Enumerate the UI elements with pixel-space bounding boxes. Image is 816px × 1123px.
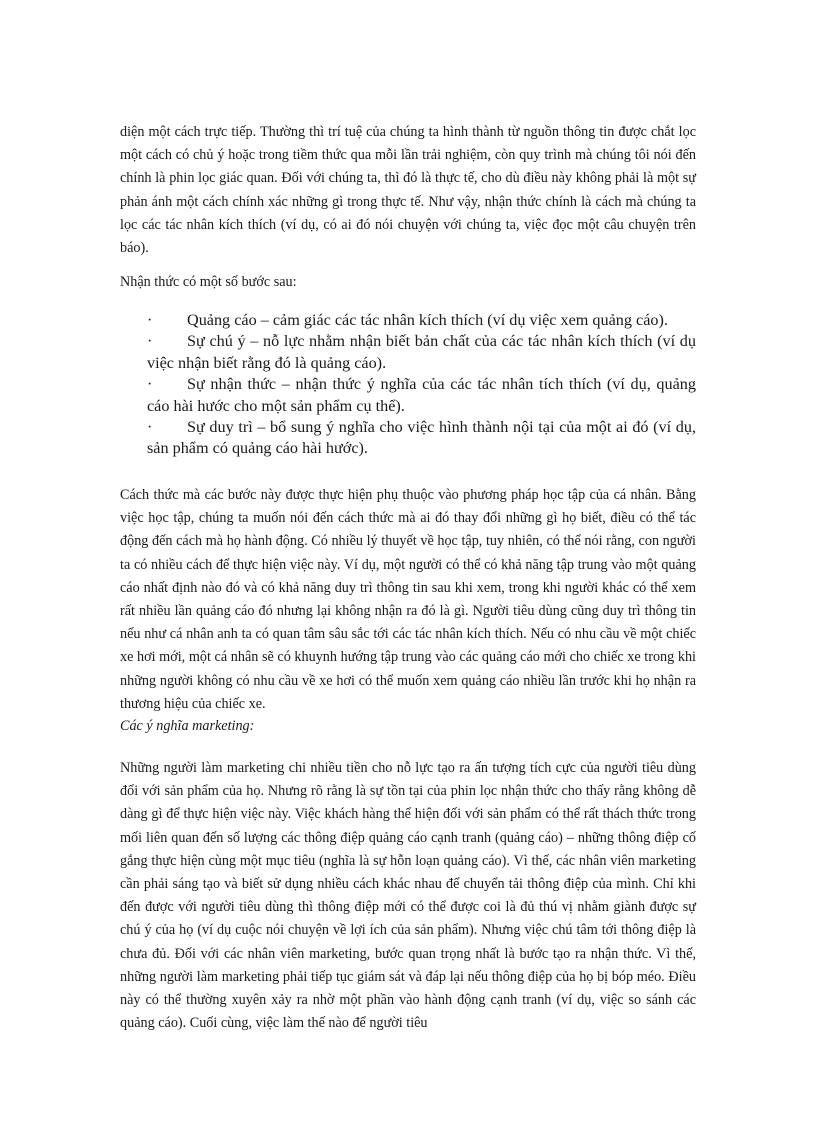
learning-paragraph: Cách thức mà các bước này được thực hiện phụ thuộc vào phương pháp học tập của cá nhân. Bằng việc học tập, chúng ta muốn nói đến cách thức mà ai đó thay đổi những gì họ biết, điều có thể tác động đến cách mà họ hành động. Có nhiều lý thuyết về học tập, tuy nhiên, có thể nói rằng, con người ta có nhiều cách để thực hiện việc này. Ví dụ, một người có thể có khả năng tập trung vào một quảng cáo nhất định nào đó và có khả năng duy trì thông tin sau khi xem, trong khi người khác có thể xem rất nhiều lần quảng cáo đó nhưng lại không nhận ra đó là gì. Người tiêu dùng cũng duy trì thông tin nếu như cá nhân anh ta có quan tâm sâu sắc tới các tác nhân kích thích. Nếu có nhu cầu về một chiếc xe hơi mới, một cá nhân sẽ có khuynh hướng tập trung vào các quảng cáo mới cho chiếc xe trong khi những người không có nhu cầu về xe hơi có thể muốn xem quảng cáo nhiều lần trước khi họ nhận ra thương hiệu của chiếc xe. [120, 487, 696, 712]
marketing-paragraph: Những người làm marketing chi nhiều tiền cho nỗ lực tạo ra ấn tượng tích cực của người tiêu dùng đối với sản phẩm của họ. Nhưng rõ rằng là sự tồn tại của phin lọc nhận thức cho thấy rằng không dễ dàng gì để thực hiện việc này. Việc khách hàng thể hiện đối với sản phẩm có thể rất thách thức trong mối liên quan đến số lượng các thông điệp quảng cáo cạnh tranh (quảng cáo) – những thông điệp cố gắng thực hiện cùng một mục tiêu (nghĩa là sự hỗn loạn quảng cáo). Vì thế, các nhân viên marketing cần phải sáng tạo và biết sử dụng nhiều cách khác nhau để chuyển tải thông điệp của mình. Chỉ khi đến được với người tiêu dùng thì thông điệp mới có thể được coi là đủ thú vị nhằm giành được sự chú ý của họ (ví dụ cuộc nói chuyện về lợi ích của sản phẩm). Nhưng việc chú tâm tới thông điệp là chưa đủ. Đối với các nhân viên marketing, bước quan trọng nhất là bước tạo ra nhận thức. Vì thế, những người làm marketing phải tiếp tục giám sát và đáp lại nếu thông điệp của họ bị bóp méo. Điều này có thể thường xuyên xảy ra nhờ một phần vào hành động cạnh tranh (ví dụ, việc so sánh các quảng cáo). Cuối cùng, việc làm thế nào để người tiêu [120, 760, 696, 1032]
steps-lead-paragraph: Nhận thức có một số bước sau: [120, 274, 297, 290]
list-item-text: Quảng cáo – cảm giác các tác nhân kích thích (ví dụ việc xem quảng cáo). [187, 311, 668, 329]
list-item-text: Sự chú ý – nỗ lực nhằm nhận biết bản chất của các tác nhân kích thích (ví dụ việc nhận biết rằng đó là quảng cáo). [147, 332, 696, 372]
bullet-marker: · [147, 332, 153, 351]
list-item [147, 310, 696, 331]
intro-paragraph: diện một cách trực tiếp. Thường thì trí tuệ của chúng ta hình thành từ nguồn thông tin được chắt lọc một cách có chủ ý hoặc trong tiềm thức qua mỗi lần trải nghiệm, còn quy trình mà chúng tôi nói đến chính là phin lọc giác quan. Đối với chúng ta, thì đó là thực tế, cho dù điều này không phải là một sự phản ánh một cách chính xác những gì trong thực tế. Như vậy, nhận thức chính là cách mà chúng ta lọc các tác nhân kích thích (ví dụ, có ai đó nói chuyện với chúng ta, việc đọc một câu chuyện trên báo). [120, 124, 696, 257]
marketing-heading: Các ý nghĩa marketing: [120, 718, 255, 734]
list-item [147, 331, 696, 374]
list-item-text: Sự duy trì – bổ sung ý nghĩa cho việc hình thành nội tại của một ai đó (ví dụ, sản phẩm có quảng cáo hài hước). [147, 418, 696, 458]
list-item [147, 417, 696, 460]
bullet-marker: · [147, 311, 153, 329]
bullet-marker: · [147, 375, 153, 394]
bullet-marker: · [147, 418, 153, 437]
list-item-text: Sự nhận thức – nhận thức ý nghĩa của các tác nhân tích thích (ví dụ, quảng cáo hài hước cho một sản phẩm cụ thể). [147, 375, 696, 415]
perception-steps-list [147, 310, 696, 460]
list-item [147, 374, 696, 417]
